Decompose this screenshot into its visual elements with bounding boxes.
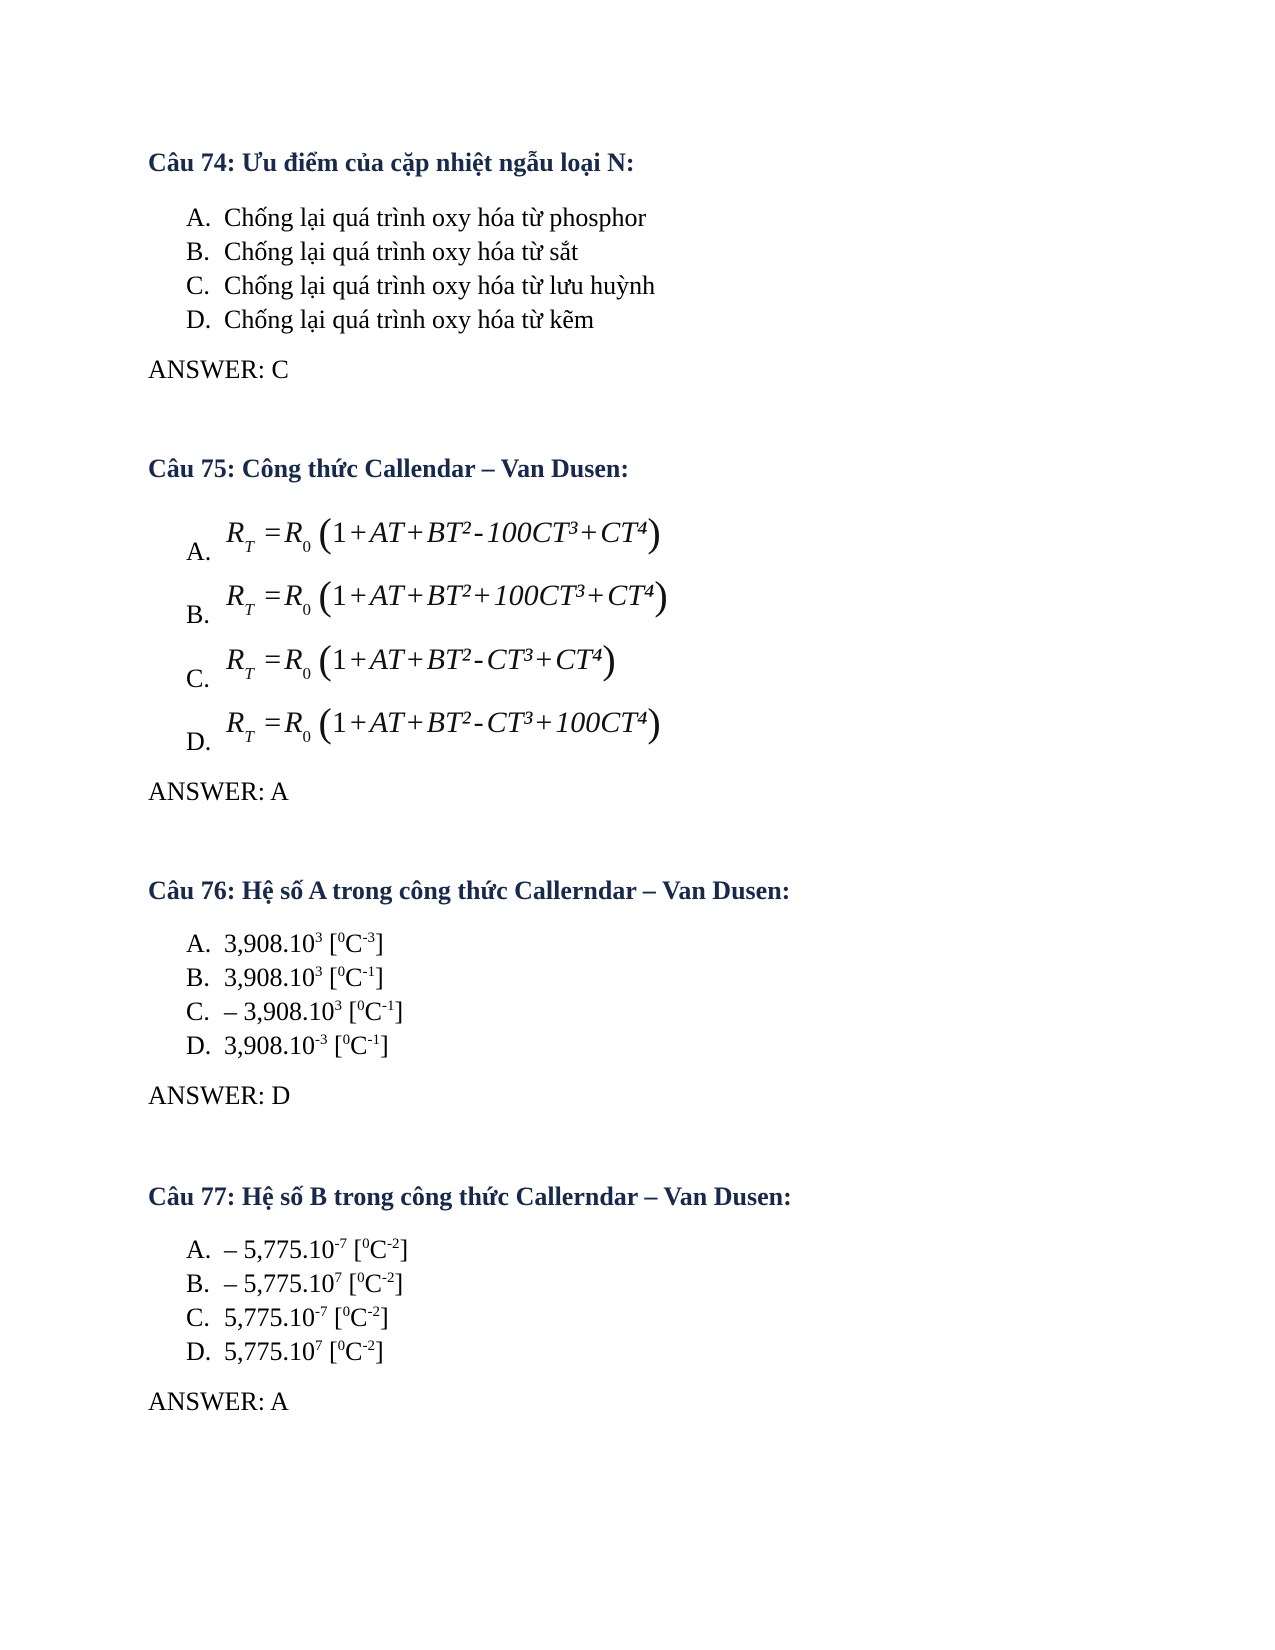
question-74-title: Câu 74: Ưu điểm của cặp nhiệt ngẫu loại N: — [148, 148, 635, 177]
option-letter: B. — [186, 1269, 210, 1298]
formula-r0-sub: 0 — [302, 727, 312, 746]
formula-lhs: R — [226, 643, 245, 676]
q74-option-b — [186, 239, 578, 265]
formula-r0: R — [284, 643, 303, 676]
option-letter: B. — [186, 237, 210, 266]
option-letter: D. — [186, 1031, 212, 1060]
q75-formula-a: $R_T = R_0$ (1 + AT + BT² - 100CT³ + CT⁴) — [226, 510, 661, 556]
q77-option-d: D. 5,775.10$^7$ $[^0C^{-2}]$ — [186, 1337, 384, 1366]
formula-lhs: R — [226, 706, 245, 739]
q74-option-a — [186, 205, 646, 231]
formula-lhs: R — [226, 579, 245, 612]
q75-option-c-letter: C. — [186, 664, 210, 693]
q75-formula-c: $R_T = R_0$ (1 + AT + BT² - CT³ + CT⁴) — [226, 637, 616, 683]
option-letter: A. — [186, 1235, 212, 1264]
option-text: Chống lại quá trình oxy hóa từ phosphor — [224, 203, 647, 232]
q77-option-c: C. $5,775.10^{-7}$ $[^0C^{-2}]$ — [186, 1303, 389, 1332]
formula-lhs-sub: T — [244, 664, 254, 683]
option-text: Chống lại quá trình oxy hóa từ lưu huỳnh — [224, 271, 656, 300]
formula-r0: R — [284, 516, 303, 549]
q74-option-d — [186, 307, 594, 333]
formula-lhs-sub: T — [244, 600, 254, 619]
formula-lhs: R — [226, 516, 245, 549]
option-letter: B. — [186, 963, 210, 992]
q76-answer: ANSWER: D — [148, 1081, 291, 1110]
formula-r0: R — [284, 579, 303, 612]
q75-option-a-letter: A. — [186, 537, 212, 566]
q75-answer: ANSWER: A — [148, 777, 289, 806]
q75-option-d-letter: D. — [186, 727, 212, 756]
option-letter: D. — [186, 305, 212, 334]
option-text: Chống lại quá trình oxy hóa từ sắt — [224, 237, 579, 266]
option-letter: C. — [186, 997, 210, 1026]
q75-formula-b: $R_T = R_0$ (1 + AT + BT² + 100CT³ + CT⁴) — [226, 573, 668, 619]
option-letter: A. — [186, 929, 212, 958]
q75-option-b-letter: B. — [186, 600, 210, 629]
option-letter: A. — [186, 203, 212, 232]
formula-lhs-sub: T — [244, 727, 254, 746]
option-letter: C. — [186, 1303, 210, 1332]
question-75-title: Câu 75: Công thức Callendar – Van Dusen: — [148, 454, 630, 483]
q75-formula-d: $R_T = R_0$ (1 + AT + BT² - CT³ + 100CT⁴) — [226, 700, 661, 746]
q77-answer: ANSWER: A — [148, 1387, 289, 1416]
option-letter: D. — [186, 1337, 212, 1366]
formula-lhs-sub: T — [244, 537, 254, 556]
q74-answer: ANSWER: C — [148, 355, 289, 384]
q76-option-c: C. – 3,908.10$^3$ $[^0C^{-1}]$ — [186, 997, 404, 1026]
formula-r0-sub: 0 — [302, 664, 312, 683]
q76-option-b: B. 3,908.10$^3$ $[^0C^{-1}]$ — [186, 963, 384, 992]
q77-option-a: A. – $5,775.10^{-7}$ $[^0C^{-2}]$ — [186, 1235, 409, 1264]
formula-r0: R — [284, 706, 303, 739]
q77-option-b: B. – 5,775.10$^7$ $[^0C^{-2}]$ — [186, 1269, 404, 1298]
formula-r0-sub: 0 — [302, 600, 312, 619]
option-text: Chống lại quá trình oxy hóa từ kẽm — [224, 305, 595, 334]
q76-option-d: D. $3,908.10^{-3}$ $[^0C^{-1}]$ — [186, 1031, 389, 1060]
q76-option-a: A. 3,908.10$^3$ $[^0C^{-3}]$ — [186, 929, 384, 958]
question-76-title: Câu 76: Hệ số A trong công thức Callerndar – Van Dusen: — [148, 876, 791, 905]
question-77-title: Câu 77: Hệ số B trong công thức Callerndar – Van Dusen: — [148, 1182, 792, 1211]
option-letter: C. — [186, 271, 210, 300]
q74-option-c — [186, 273, 655, 299]
formula-r0-sub: 0 — [302, 537, 312, 556]
